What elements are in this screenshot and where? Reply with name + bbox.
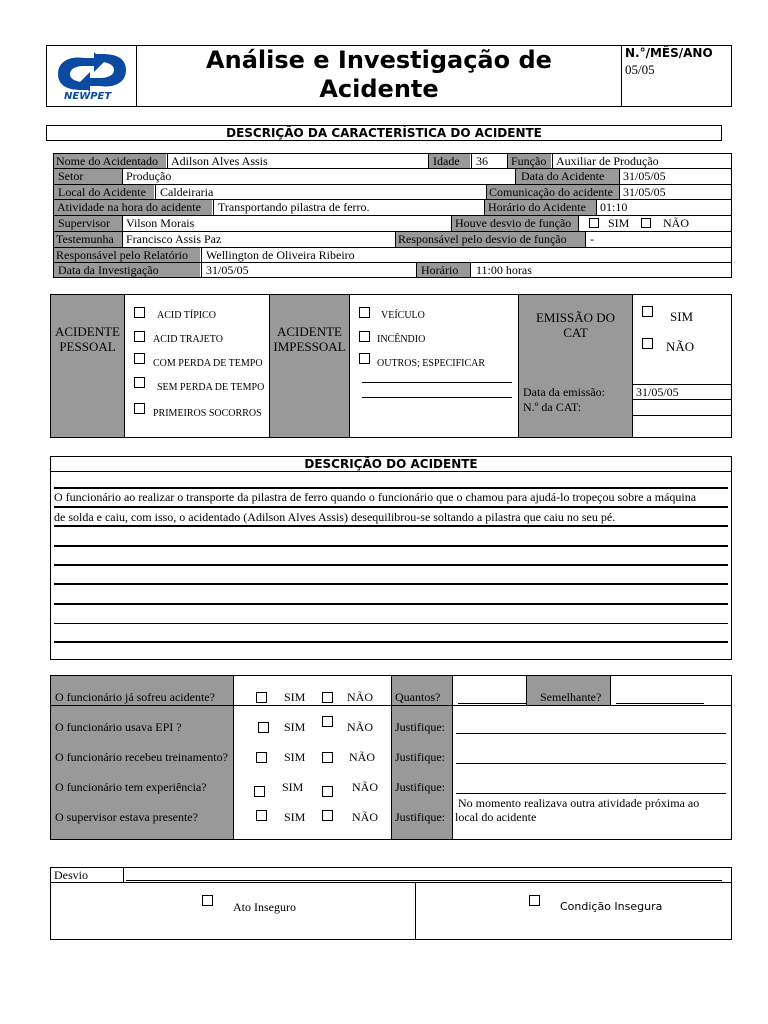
page-title: Análise e Investigação de Acidente xyxy=(206,46,552,103)
atividade-label: Atividade na hora do acidente xyxy=(57,200,201,214)
condicao-insegura-label: Condição Insegura xyxy=(560,900,663,913)
nome-label: Nome do Acidentado xyxy=(56,154,158,168)
outros-line-1[interactable] xyxy=(362,382,512,383)
q5-nao-checkbox[interactable] xyxy=(322,810,333,821)
section1-title: DESCRIÇÃO DA CARACTERÍSTICA DO ACIDENTE xyxy=(46,125,722,141)
outros-line-2[interactable] xyxy=(362,397,512,398)
newpet-logo xyxy=(50,50,134,105)
resp-desvio-label: Responsável pelo desvio de função xyxy=(398,232,567,246)
nome-value: Adilson Alves Assis xyxy=(171,154,268,168)
horario-acidente-value: 01:10 xyxy=(600,200,628,214)
idade-value: 36 xyxy=(476,154,488,168)
cat-nao-label: NÃO xyxy=(666,339,695,354)
horario-label: Horário xyxy=(421,263,459,277)
q5-justifique-line-1: No momento realizava outra atividade próxima ao xyxy=(458,796,700,810)
semelhante-label: Semelhante? xyxy=(540,690,602,704)
incendio-label: INCÊNDIO xyxy=(377,334,426,345)
q3-sim-checkbox[interactable] xyxy=(256,752,267,763)
num-cat-label: N.º da CAT: xyxy=(523,400,582,414)
data-acidente-label: Data do Acidente xyxy=(521,169,605,183)
section3-title: DESCRIÇÃO DO ACIDENTE xyxy=(304,457,478,471)
sem-perda-label: SEM PERDA DE TEMPO xyxy=(157,382,265,393)
q5-label: O supervisor estava presente? xyxy=(55,810,198,824)
q5-justifique-line-2: local do acidente xyxy=(455,810,537,824)
logo-text: NEWPET xyxy=(64,91,112,102)
desvio-label: Desvio xyxy=(54,868,88,882)
data-invest-value: 31/05/05 xyxy=(206,263,249,277)
funcao-value: Auxiliar de Produção xyxy=(556,154,659,168)
primeiros-socorros-label: PRIMEIROS SOCORROS xyxy=(153,408,262,419)
q3-sim-label: SIM xyxy=(284,750,306,764)
q4-nao-checkbox[interactable] xyxy=(322,786,333,797)
q1-label: O funcionário já sofreu acidente? xyxy=(55,690,215,704)
q4-justifique-label: Justifique: xyxy=(395,780,445,794)
testemunha-value: Francisco Assis Paz xyxy=(126,232,222,246)
desvio-sim-label: SIM xyxy=(608,216,630,230)
local-label: Local do Acidente xyxy=(58,185,146,199)
idade-label: Idade xyxy=(433,154,460,168)
resp-relatorio-value: Wellington de Oliveira Ribeiro xyxy=(206,248,355,262)
acidente-pessoal-label: ACIDENTE PESSOAL xyxy=(55,324,120,354)
acid-trajeto-label: ACID TRAJETO xyxy=(153,334,223,345)
num-value: 05/05 xyxy=(625,62,655,77)
description-line-2: de solda e caiu, com isso, o acidentado (Adilson Alves Assis) desequilibrou-se soltando a pilastra que caiu no seu pé. xyxy=(54,510,616,524)
q2-label: O funcionário usava EPI ? xyxy=(55,720,182,734)
logo-icon xyxy=(50,50,134,92)
q5-sim-checkbox[interactable] xyxy=(256,810,267,821)
horario-value: 11:00 horas xyxy=(476,263,532,277)
q2-justifique-input[interactable] xyxy=(456,733,726,734)
condicao-insegura-checkbox[interactable] xyxy=(529,895,540,906)
q4-sim-label: SIM xyxy=(282,780,304,794)
incendio-checkbox[interactable] xyxy=(359,331,370,342)
data-acidente-value: 31/05/05 xyxy=(623,169,666,183)
funcao-label: Função xyxy=(511,154,547,168)
primeiros-socorros-checkbox[interactable] xyxy=(134,403,145,414)
horario-acidente-label: Horário do Acidente xyxy=(488,200,586,214)
q4-justifique-input[interactable] xyxy=(456,793,726,794)
data-invest-label: Data da Investigação xyxy=(58,263,159,277)
atividade-value: Transportando pilastra de ferro. xyxy=(218,200,370,214)
desvio-input[interactable] xyxy=(126,880,722,881)
data-emissao-label: Data da emissão: xyxy=(523,385,605,399)
supervisor-value: Vilson Morais xyxy=(126,216,195,230)
q5-justifique-label: Justifique: xyxy=(395,810,445,824)
acidente-impessoal-label: ACIDENTE IMPESSOAL xyxy=(273,324,346,354)
veiculo-label: VEÍCULO xyxy=(381,310,425,321)
q1-nao-label: NÃO xyxy=(347,690,373,704)
acid-trajeto-checkbox[interactable] xyxy=(134,331,145,342)
quantos-label: Quantos? xyxy=(395,690,441,704)
q4-label: O funcionário tem experiência? xyxy=(55,780,207,794)
setor-value: Produção xyxy=(126,169,172,183)
q2-justifique-label: Justifique: xyxy=(395,720,445,734)
q1-sim-checkbox[interactable] xyxy=(256,692,267,703)
outros-label: OUTROS; ESPECIFICAR xyxy=(377,358,486,369)
setor-label: Setor xyxy=(58,169,84,183)
description-line-1: O funcionário ao realizar o transporte da pilastra de ferro quando o funcionário que o chamou para ajudá-lo tropeçou sobre a máquina xyxy=(54,490,697,504)
num-label: N.°/MÊS/ANO xyxy=(625,46,713,60)
q2-nao-label: NÃO xyxy=(347,720,373,734)
resp-relatorio-label: Responsável pelo Relatório xyxy=(56,248,188,262)
q3-justifique-input[interactable] xyxy=(456,763,726,764)
q2-sim-checkbox[interactable] xyxy=(258,722,269,733)
quantos-input[interactable] xyxy=(458,703,526,704)
q4-nao-label: NÃO xyxy=(352,780,378,794)
ato-inseguro-label: Ato Inseguro xyxy=(233,900,296,914)
q3-nao-checkbox[interactable] xyxy=(322,752,333,763)
veiculo-checkbox[interactable] xyxy=(359,307,370,318)
desvio-nao-label: NÃO xyxy=(663,216,689,230)
q5-nao-label: NÃO xyxy=(352,810,378,824)
q3-justifique-label: Justifique: xyxy=(395,750,445,764)
q5-sim-label: SIM xyxy=(284,810,306,824)
local-value: Caldeiraria xyxy=(160,185,214,199)
acid-tipico-checkbox[interactable] xyxy=(134,307,145,318)
data-emissao-value: 31/05/05 xyxy=(636,385,679,399)
desvio-nao-checkbox[interactable] xyxy=(641,218,651,228)
emissao-cat-label: EMISSÃO DO CAT xyxy=(535,310,616,340)
q1-sim-label: SIM xyxy=(284,690,306,704)
com-perda-label: COM PERDA DE TEMPO xyxy=(153,358,263,369)
comunicacao-value: 31/05/05 xyxy=(623,185,666,199)
cat-sim-checkbox[interactable] xyxy=(642,306,653,317)
q1-nao-checkbox[interactable] xyxy=(322,692,333,703)
q2-nao-checkbox[interactable] xyxy=(322,716,333,727)
q2-sim-label: SIM xyxy=(284,720,306,734)
sem-perda-checkbox[interactable] xyxy=(134,377,145,388)
testemunha-label: Testemunha xyxy=(56,232,114,246)
q3-label: O funcionário recebeu treinamento? xyxy=(55,750,228,764)
supervisor-label: Supervisor xyxy=(58,216,110,230)
comunicacao-label: Comunicação do acidente xyxy=(489,185,613,199)
semelhante-input[interactable] xyxy=(616,703,704,704)
q4-sim-checkbox[interactable] xyxy=(254,786,265,797)
ato-inseguro-checkbox[interactable] xyxy=(202,895,213,906)
resp-desvio-value: - xyxy=(590,232,594,246)
cat-nao-checkbox[interactable] xyxy=(642,338,653,349)
com-perda-checkbox[interactable] xyxy=(134,353,145,364)
outros-checkbox[interactable] xyxy=(359,353,370,364)
acid-tipico-label: ACID TÍPICO xyxy=(157,310,216,321)
q3-nao-label: NÃO xyxy=(349,750,375,764)
desvio-sim-checkbox[interactable] xyxy=(589,218,599,228)
desvio-funcao-label: Houve desvio de função xyxy=(455,216,572,230)
cat-sim-label: SIM xyxy=(670,309,694,324)
